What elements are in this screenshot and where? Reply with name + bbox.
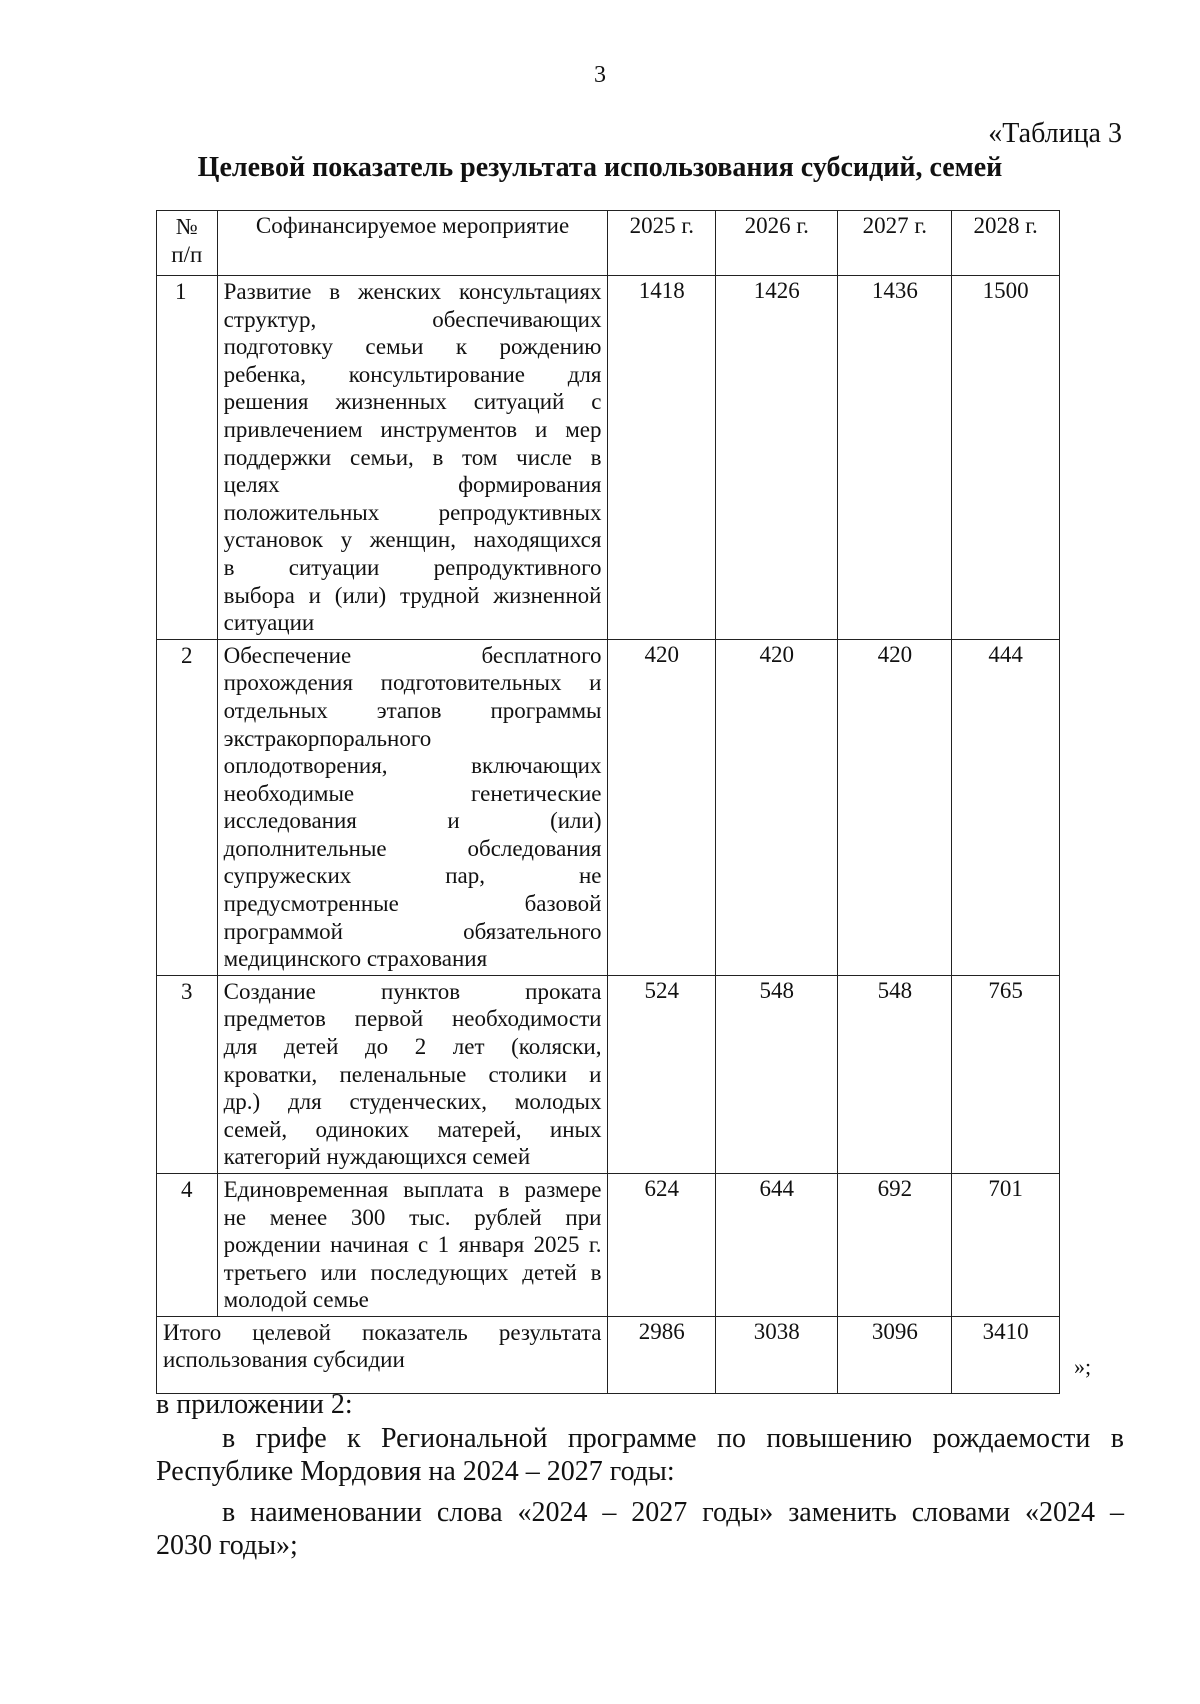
activity-line: прохождения подготовительных и (223, 670, 602, 696)
activity-line: выбора и (или) трудной жизненной (223, 582, 602, 608)
table-row (157, 276, 1060, 640)
activity-line: установок у женщин, находящихся (223, 527, 602, 553)
header-year-2025: 2025 г. (608, 211, 716, 276)
activity-line: предметов первой необходимости (223, 1006, 602, 1032)
table-row (157, 975, 1060, 1173)
row-activity (217, 276, 608, 640)
paragraph-appendix: в приложении 2: (156, 1389, 353, 1420)
header-year-2028: 2028 г. (952, 211, 1060, 276)
activity-line: рождении начиная с 1 января 2025 г. (223, 1232, 602, 1258)
activity-line: в ситуации репродуктивного (223, 554, 602, 580)
activity-line: Развитие в женских консультациях (223, 279, 602, 304)
activity-line: не менее 300 тыс. рублей при (223, 1204, 602, 1230)
paragraph-line: в наименовании слова «2024 – 2027 годы» заменить словами «2024 – (222, 1497, 1124, 1528)
activity-line: третьего или последующих детей в (223, 1259, 602, 1285)
value-2028: 1500 (952, 276, 1060, 640)
table-label: «Таблица 3 (988, 118, 1122, 149)
activity-line: супружеских пар, не (223, 863, 602, 889)
table-row (157, 639, 1060, 975)
activity-line: ребенка, консультирование для (223, 361, 602, 387)
activity-line: семей, одиноких матерей, иных (223, 1116, 602, 1142)
total-2025: 2986 (608, 1316, 716, 1393)
activity-line: положительных репродуктивных (223, 499, 602, 525)
activity-line: др.) для студенческих, молодых (223, 1089, 602, 1115)
paragraph-line: в грифе к Региональной программе по повышению рождаемости в (222, 1423, 1124, 1454)
value-2025: 624 (608, 1174, 716, 1317)
value-2025: 524 (608, 975, 716, 1173)
header-activity: Софинансируемое мероприятие (217, 211, 608, 276)
activity-line: целях формирования (223, 472, 602, 498)
body-text (156, 1422, 1124, 1488)
row-activity (217, 1174, 608, 1317)
row-number: 1 (157, 276, 218, 640)
activity-line: исследования и (или) (223, 808, 602, 834)
header-year-2026: 2026 г. (716, 211, 838, 276)
total-2026: 3038 (716, 1316, 838, 1393)
activity-line: медицинского страхования (223, 946, 488, 972)
activity-line: отдельных этапов программы (223, 697, 602, 723)
value-2026: 420 (716, 639, 838, 975)
activity-line: категорий нуждающихся семей (223, 1144, 531, 1170)
activity-line: кроватки, пеленальные столики и (223, 1061, 602, 1087)
total-label (157, 1316, 608, 1393)
row-activity (217, 975, 608, 1173)
total-2028: 3410 (952, 1316, 1060, 1393)
body-text (156, 1496, 1124, 1562)
activity-line: предусмотренные базовой (223, 891, 602, 917)
activity-line: для детей до 2 лет (коляски, (223, 1034, 602, 1060)
value-2028: 701 (952, 1174, 1060, 1317)
value-2027: 548 (838, 975, 952, 1173)
total-label-line: использования субсидии (163, 1346, 405, 1372)
activity-line: экстракорпорального (223, 725, 432, 751)
activity-line: молодой семье (223, 1287, 369, 1313)
value-2027: 1436 (838, 276, 952, 640)
activity-line: Создание пунктов проката (223, 978, 602, 1004)
value-2026: 644 (716, 1174, 838, 1317)
page-number: 3 (594, 62, 606, 88)
value-2027: 692 (838, 1174, 952, 1317)
activity-line: программой обязательного (223, 918, 602, 944)
activity-line: подготовку семьи к рождению (223, 334, 602, 360)
header-number (157, 211, 218, 276)
activity-line: дополнительные обследования (223, 835, 602, 861)
activity-line: структур, обеспечивающих (223, 306, 602, 332)
row-number: 4 (157, 1174, 218, 1317)
table-total-row (157, 1316, 1060, 1393)
activity-line: Обеспечение бесплатного (223, 642, 602, 668)
activity-line: поддержки семьи, в том числе в (223, 444, 602, 470)
header-year-2027: 2027 г. (838, 211, 952, 276)
activity-line: Единовременная выплата в размере (223, 1177, 602, 1202)
row-number: 3 (157, 975, 218, 1173)
header-number-symbol: № (175, 214, 198, 239)
value-2025: 420 (608, 639, 716, 975)
value-2027: 420 (838, 639, 952, 975)
table-title: Целевой показатель результата использования субсидий, семей (197, 152, 1003, 183)
table-row (157, 1174, 1060, 1317)
total-2027: 3096 (838, 1316, 952, 1393)
indicator-table (156, 210, 1060, 1394)
activity-line: ситуации (223, 610, 315, 636)
value-2026: 548 (716, 975, 838, 1173)
row-number: 2 (157, 639, 218, 975)
activity-line: оплодотворения, включающих (223, 753, 602, 779)
total-label-line: Итого целевой показатель результата (163, 1319, 602, 1345)
value-2026: 1426 (716, 276, 838, 640)
paragraph-line: Республике Мордовия на 2024 – 2027 годы: (156, 1456, 675, 1487)
paragraph-line: 2030 годы»; (156, 1530, 298, 1561)
value-2028: 444 (952, 639, 1060, 975)
row-activity (217, 639, 608, 975)
activity-line: необходимые генетические (223, 780, 602, 806)
value-2025: 1418 (608, 276, 716, 640)
body-text (156, 1388, 1124, 1421)
closing-quote: »; (1074, 1354, 1092, 1379)
table-header-row (157, 211, 1060, 276)
value-2028: 765 (952, 975, 1060, 1173)
activity-line: решения жизненных ситуаций с (223, 389, 602, 415)
activity-line: привлечением инструментов и мер (223, 416, 602, 442)
header-number-abbr: п/п (171, 242, 203, 267)
